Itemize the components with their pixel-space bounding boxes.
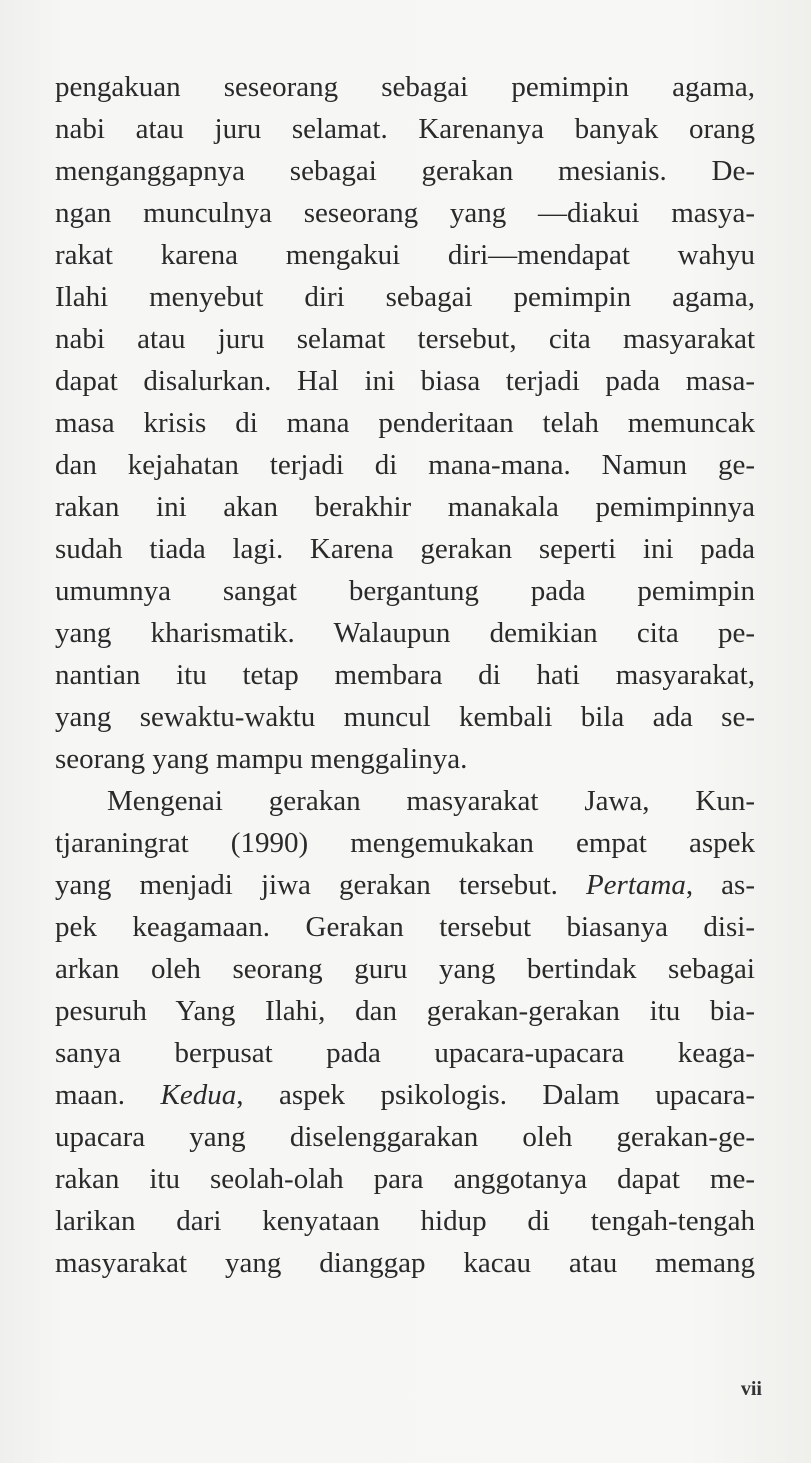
text-line: larikan dari kenyataan hidup di tengah-tengah — [55, 1205, 755, 1237]
text-line: Ilahi menyebut diri sebagai pemimpin agama, — [55, 281, 755, 313]
text-line: pek keagamaan. Gerakan tersebut biasanya disi- — [55, 911, 755, 943]
emphasis-text: Pertama — [585, 869, 686, 901]
text-line: rakan itu seolah-olah para anggotanya dapat me- — [55, 1163, 755, 1195]
text-line: rakat karena mengakui diri—mendapat wahyu — [55, 239, 755, 271]
text-line: dan kejahatan terjadi di mana-mana. Namun ge- — [55, 449, 755, 481]
text-line: pesuruh Yang Ilahi, dan gerakan-gerakan itu bia- — [55, 995, 755, 1027]
text-line: sudah tiada lagi. Karena gerakan seperti ini pada — [55, 533, 755, 565]
text-line: tjaraningrat (1990) mengemukakan empat aspek — [55, 827, 755, 859]
text-line: pengakuan seseorang sebagai pemimpin agama, — [55, 71, 755, 103]
text-line: masyarakat yang dianggap kacau atau memang — [55, 1247, 755, 1279]
text-line: umumnya sangat bergantung pada pemimpin — [55, 575, 755, 607]
text-line: seorang yang mampu menggalinya. — [55, 743, 468, 775]
text-line: yang menjadi jiwa gerakan tersebut. Pertama, as- — [55, 869, 755, 901]
text-line: ngan munculnya seseorang yang —diakui masya- — [55, 197, 755, 229]
text-line: arkan oleh seorang guru yang bertindak sebagai — [55, 953, 755, 985]
text-line: dapat disalurkan. Hal ini biasa terjadi pada masa- — [55, 365, 755, 397]
text-line: rakan ini akan berakhir manakala pemimpinnya — [55, 491, 755, 523]
text-line: nantian itu tetap membara di hati masyarakat, — [55, 659, 755, 691]
body-text — [55, 66, 755, 1284]
emphasis-text: Kedua — [160, 1079, 237, 1111]
text-line: yang sewaktu-waktu muncul kembali bila ada se- — [55, 701, 755, 733]
text-line: nabi atau juru selamat tersebut, cita masyarakat — [55, 323, 755, 355]
text-line: upacara yang diselenggarakan oleh gerakan-ge- — [55, 1121, 755, 1153]
text-line: nabi atau juru selamat. Karenanya banyak orang — [55, 113, 755, 145]
text-line: Mengenai gerakan masyarakat Jawa, Kun- — [107, 785, 755, 817]
page-number: vii — [740, 1378, 762, 1400]
text-line: masa krisis di mana penderitaan telah memuncak — [55, 407, 755, 439]
text-line: yang kharismatik. Walaupun demikian cita pe- — [55, 617, 755, 649]
text-line: menganggapnya sebagai gerakan mesianis. De- — [55, 155, 755, 187]
text-line: maan. Kedua, aspek psikologis. Dalam upacara- — [55, 1079, 755, 1111]
text-line: sanya berpusat pada upacara-upacara keaga- — [55, 1037, 755, 1069]
